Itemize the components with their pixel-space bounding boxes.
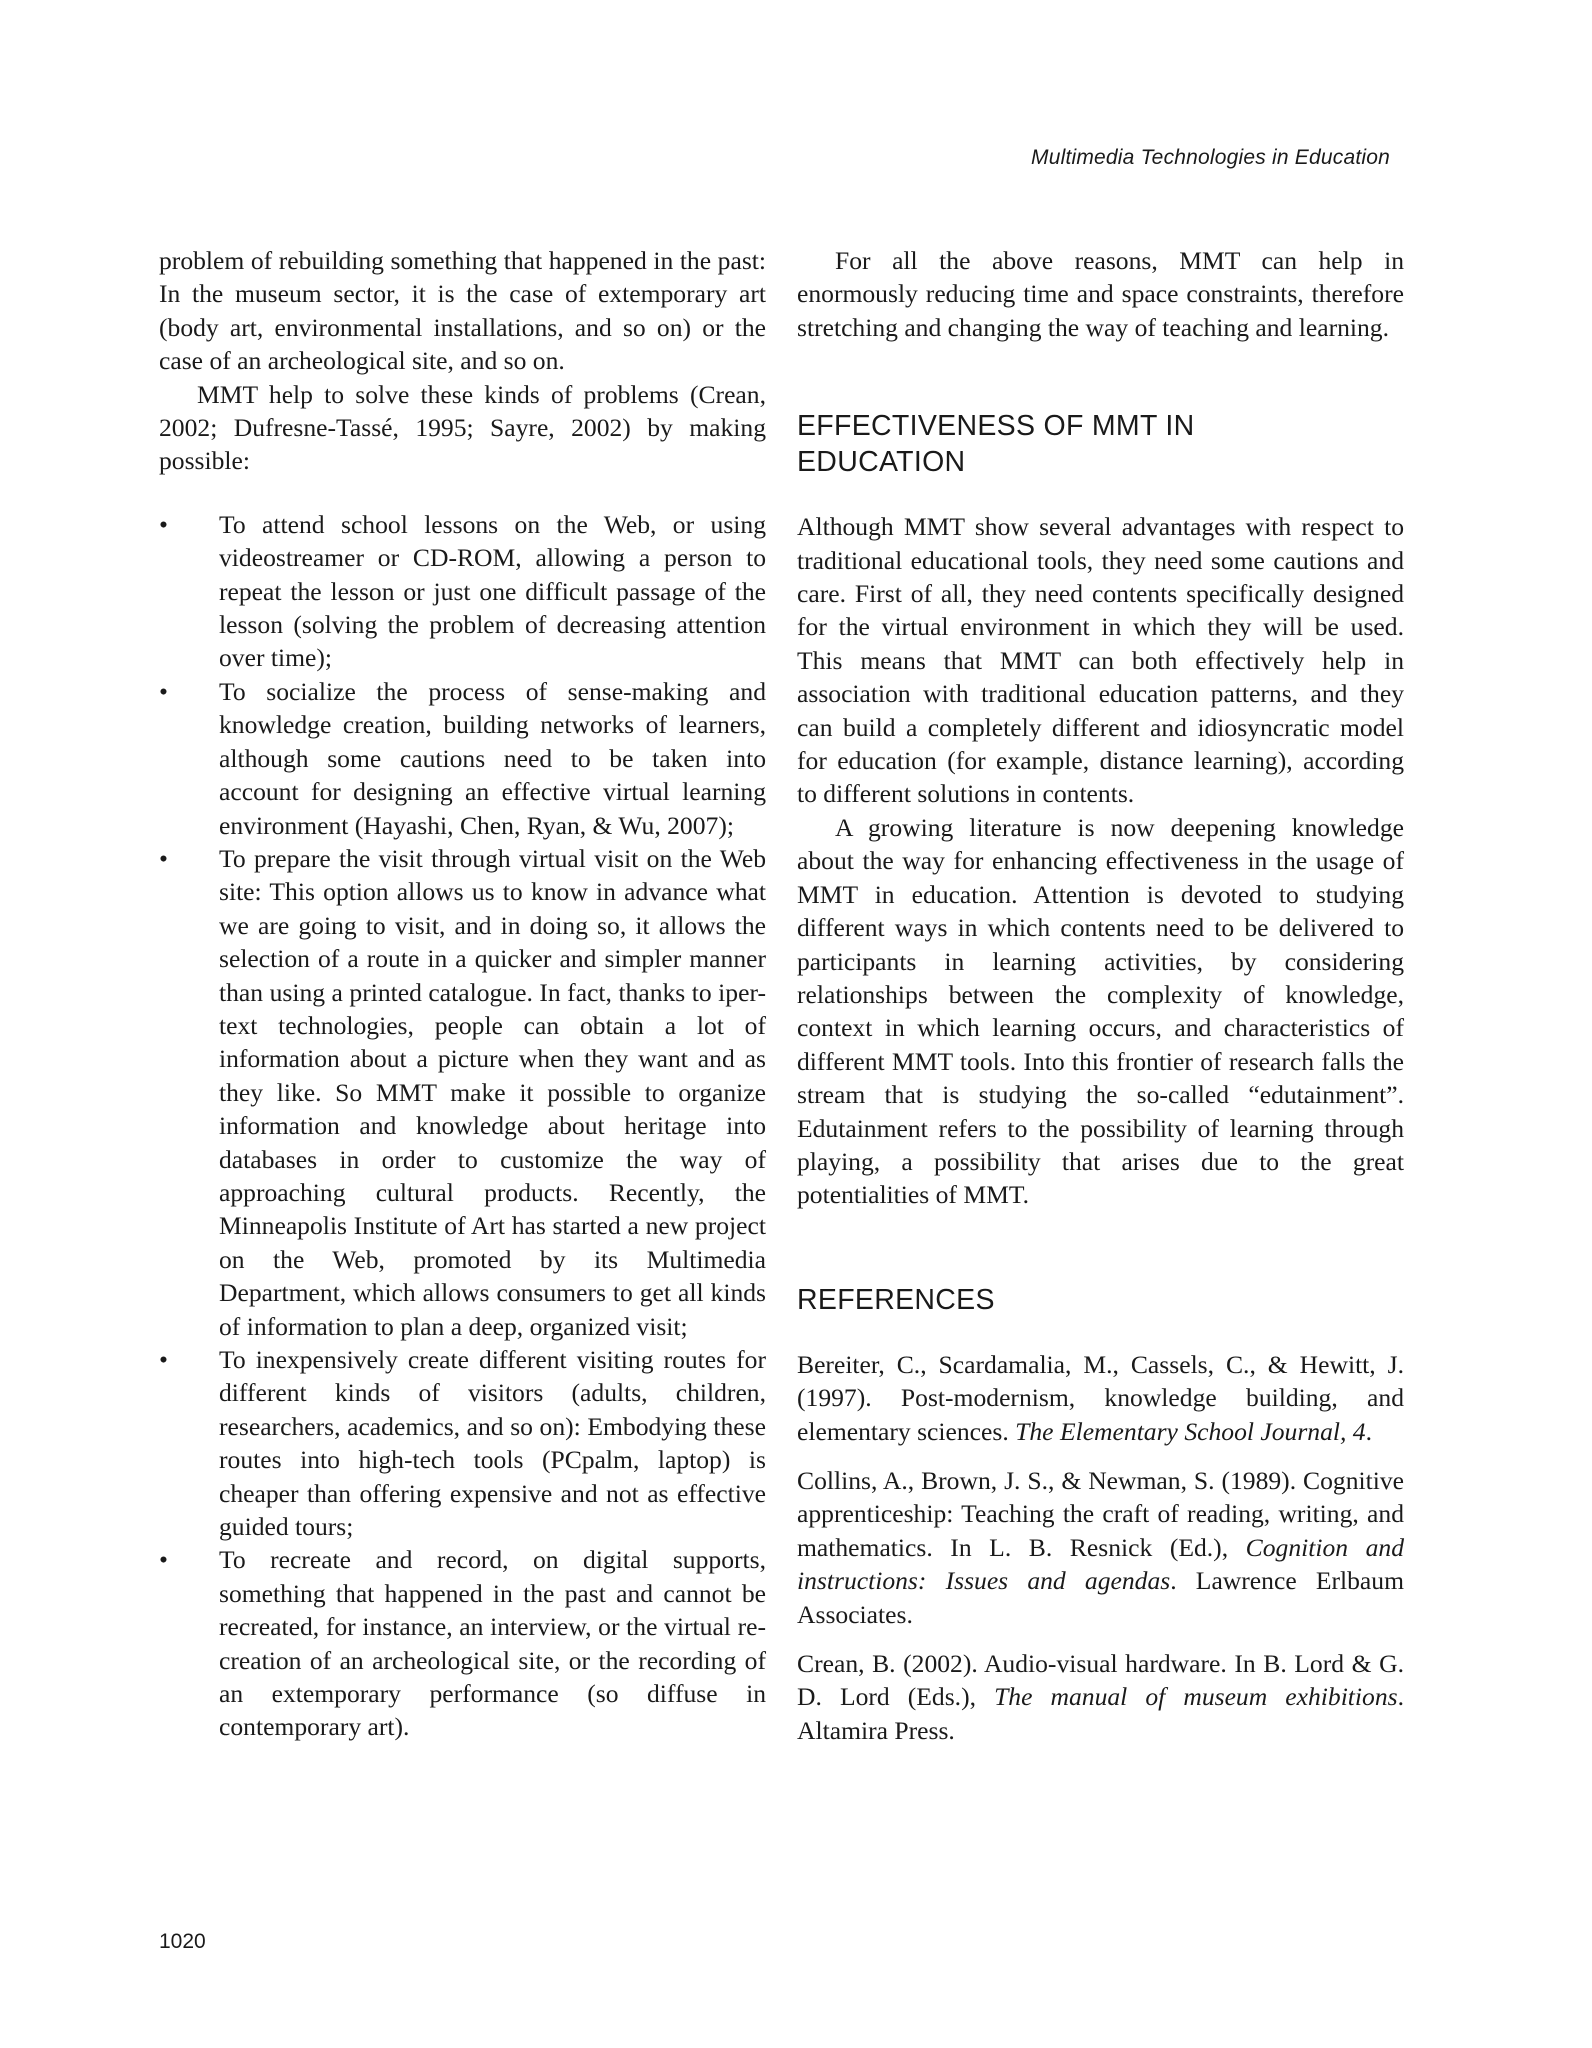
page-number: 1020 — [159, 1930, 206, 1953]
body-paragraph: MMT help to solve these kinds of problems (Crean, 2002; Dufresne-Tassé, 1995; Sayre, 2002) by making possible: — [159, 379, 766, 476]
bullet-item — [159, 1543, 766, 1743]
bullet-icon: • — [159, 509, 168, 539]
reference-tail: . Altamira Press. — [797, 1682, 1404, 1745]
bullet-icon: • — [159, 676, 168, 706]
running-head: Multimedia Technologies in Education — [1031, 146, 1390, 169]
bullet-icon: • — [159, 1545, 168, 1575]
heading-line: EFFECTIVENESS OF MMT IN — [797, 410, 1195, 443]
reference-title: The manual of museum exhibitions — [994, 1682, 1398, 1712]
section-heading-effectiveness — [797, 408, 1404, 480]
reference-tail: . Lawrence Erlbaum Associates. — [797, 1566, 1404, 1629]
bullet-text: To prepare the visit through virtual visit on the Web site: This option allows us to know in advance what we are going to visit, and in doing so, it allows the selection of a route in a quicker and simpler manner than using a printed catalogue. In fact, thanks to iper-text technologies, people can obtain a lot of information about a picture when they want and as they like. So MMT make it possible to organize information and knowledge about heritage into databases in order to customize the way of approaching cultural products. Recently, the Minneapolis Institute of Art has started a new project on the Web, promoted by its Multimedia Department, which allows consumers to get all kinds of information to plan a deep, organized visit; — [219, 843, 766, 1341]
body-paragraph: A growing literature is now deepening knowledge about the way for enhancing effectiveness in the usage of MMT in education. Attention is devoted to studying different ways in which contents need to be delivered to participants in learning activities, by considering relationships between the complexity of knowledge, context in which learning occurs, and characteristics of different MMT tools. Into this frontier of research falls the stream that is studying the so-called “edutainment”. Edutainment refers to the possibility of learning through playing, a possibility that arises due to the great potentialities of MMT. — [797, 812, 1404, 1210]
bullet-item — [159, 508, 766, 675]
reference-text: Collins, A., Brown, J. S., & Newman, S. (1989). Cognitive apprenticeship: Teaching the craft of reading, writing, and mathematics. In L. B. Resnick (Ed.), — [797, 1465, 1404, 1562]
reference-title: Cognition and instructions: Issues and agendas — [797, 1532, 1404, 1596]
reference-entry — [797, 1464, 1404, 1631]
bullet-item — [159, 675, 766, 842]
right-column — [797, 244, 1404, 1763]
reference-tail: . — [1365, 1416, 1372, 1446]
body-paragraph: problem of rebuilding something that happened in the past: In the museum sector, it is the case of extemporary art (body art, environmental installations, and so on) or the case of an archeological site, and so on. — [159, 246, 766, 376]
reference-text: Bereiter, C., Scardamalia, M., Cassels, C., & Hewitt, J. (1997). Post-modernism, knowledge building, and elementary sciences. — [797, 1349, 1404, 1446]
body-paragraph: For all the above reasons, MMT can help in enormously reducing time and space constraints, therefore stretching and changing the way of teaching and learning. — [797, 246, 1404, 342]
bullet-icon: • — [159, 1345, 168, 1374]
bullet-text: To attend school lessons on the Web, or using videostreamer or CD-ROM, allowing a person to repeat the lesson or just one difficult passage of the lesson (solving the problem of decreasing attention over time); — [219, 509, 766, 673]
reference-entry — [797, 1647, 1404, 1747]
bullet-text: To inexpensively create different visiting routes for different kinds of visitors (adults, children, researchers, academics, and so on): Embodying these routes into high-tech tools (PCpalm, laptop) is cheaper than offering expensive and not as effective guided tours; — [219, 1345, 766, 1542]
bullet-icon: • — [159, 843, 168, 873]
bullet-list — [159, 508, 766, 1744]
reference-text: Crean, B. (2002). Audio-visual hardware. In B. Lord & G. D. Lord (Eds.), — [797, 1649, 1404, 1712]
left-column — [159, 244, 766, 1744]
body-paragraph: Although MMT show several advantages with respect to traditional educational tools, they need some cautions and care. First of all, they need contents specifically designed for the virtual environment in which they will be used. This means that MMT can both effectively help in association with traditional education patterns, and they can build a completely different and idiosyncratic model for education (for example, distance learning), according to different solutions in contents. — [797, 512, 1404, 809]
bullet-item — [159, 1343, 766, 1543]
section-heading-references: REFERENCES — [797, 1283, 995, 1316]
bullet-text: To socialize the process of sense-making and knowledge creation, building networks of learners, although some cautions need to be taken into account for designing an effective virtual learning environment (Hayashi, Chen, Ryan, & Wu, 2007); — [219, 676, 766, 840]
heading-line: EDUCATION — [797, 446, 966, 479]
reference-title: The Elementary School Journal, 4 — [1015, 1416, 1366, 1446]
reference-entry — [797, 1348, 1404, 1448]
bullet-text: To recreate and record, on digital supports, something that happened in the past and cannot be recreated, for instance, an interview, or the virtual re-creation of an archeological site, or the recording of an extemporary performance (so diffuse in contemporary art). — [219, 1545, 766, 1742]
bullet-item — [159, 842, 766, 1343]
